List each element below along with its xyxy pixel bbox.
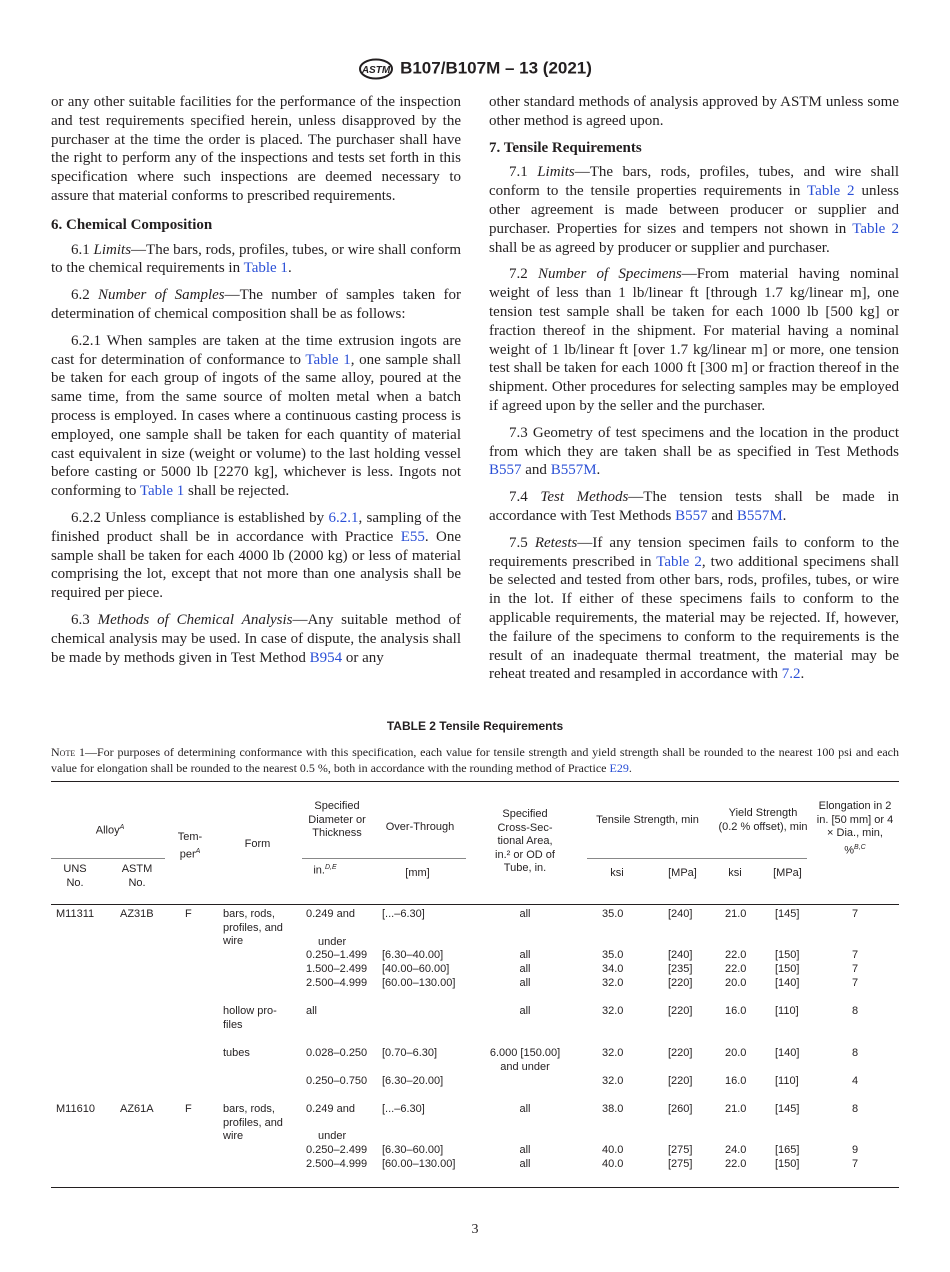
cell-ts-ksi: 40.0 — [602, 1144, 624, 1156]
diameter-rule — [302, 858, 466, 859]
cell-elongation: 8 — [851, 1005, 859, 1017]
cell-diameter: under — [318, 936, 347, 948]
text: —Any suitable method of chemical analysis may be used. In case of dispute, the analysis shall be made by methods given in Test Method — [51, 611, 462, 666]
paragraph — [51, 611, 461, 667]
text: 7.1 — [509, 164, 538, 181]
cell-ts-ksi: 35.0 — [602, 908, 624, 920]
header-diameter: Specified Diameter or Thickness — [308, 800, 366, 839]
cell-area: all — [519, 908, 531, 920]
cell-diameter: under — [318, 1130, 347, 1142]
text: other standard methods of analysis approved by ASTM unless some other method is agreed upon. — [489, 94, 899, 129]
left-column — [51, 93, 461, 675]
cell-area: all — [519, 963, 531, 975]
cell-area: all — [519, 1158, 531, 1170]
note-label: Note 1 — [51, 745, 85, 759]
cell-diameter: 2.500–4.999 — [306, 977, 368, 989]
link-e29[interactable]: E29 — [609, 760, 629, 775]
paragraph — [489, 93, 899, 131]
right-column — [489, 93, 899, 692]
paragraph — [51, 286, 461, 324]
cell-elongation: 7 — [851, 977, 859, 989]
cell-ys-ksi: 22.0 — [725, 949, 747, 961]
cell-mm: [6.30–60.00] — [382, 1144, 444, 1156]
cell-area: all — [519, 949, 531, 961]
cell-area: all — [519, 1005, 531, 1017]
table-title: TABLE 2 Tensile Requirements — [386, 719, 564, 733]
cell-ys-mpa: [140] — [775, 1047, 800, 1059]
text: or any — [342, 649, 384, 666]
cross-reference-link[interactable]: E55 — [400, 528, 425, 545]
cell-form: bars, rods, profiles, and wire — [223, 1103, 283, 1142]
text: 6.2.1 When samples are taken at the time extrusion ingots are cast for determination of conformance to — [51, 332, 461, 368]
cell-diameter: 0.250–2.499 — [306, 1144, 368, 1156]
header-over-through: Over-Through — [385, 821, 455, 833]
cell-diameter: 0.028–0.250 — [306, 1047, 368, 1059]
alloy-rule — [51, 858, 165, 859]
cell-ys-mpa: [110] — [775, 1005, 799, 1017]
cell-mm: [6.30–40.00] — [382, 949, 444, 961]
header-ts-mpa: [MPa] — [668, 867, 697, 879]
cross-reference-link[interactable]: Table 2 — [807, 183, 855, 200]
cell-ys-ksi: 22.0 — [725, 963, 747, 975]
text: —From material having nominal weight of less than 1 lb/linear ft [through 1.7 kg/linear m], one tension test sample shall be taken for each 1000 lb [500 kg] or fraction thereof in the shipment. For material having a nominal weight of 1 lb/linear ft [over 1.7 kg/linear m] or more, one tension test shall be taken for each 1000 ft [300 m] or fraction thereof in the shipment. Other procedures for selecting samples may be employed if agreed upon by the seller and the purchaser. — [489, 266, 899, 414]
text: —If any tension specimen fails to conform to the requirements prescribed in — [489, 534, 899, 570]
text: shall be rejected. — [184, 483, 290, 500]
cell-elongation: 4 — [851, 1075, 859, 1087]
cell-form: tubes — [223, 1047, 250, 1059]
text: —The bars, rods, profiles, tubes, and wire shall conform to the tensile properties requirements in — [489, 164, 899, 200]
table-note — [51, 745, 899, 776]
text: or any other suitable facilities for the performance of the inspection and test requirements specified herein, unless disapproved by the purchaser at the time the order is placed. The purchaser shall have the right to perform any of the inspections and tests set forth in this specification where such inspections are deemed necessary to assure that material conforms to prescribed requirements. — [51, 94, 461, 204]
cell-ts-mpa: [260] — [668, 1103, 693, 1115]
text: 6.1 — [71, 241, 94, 258]
header-yield: Yield Strength (0.2 % offset), min — [718, 807, 808, 833]
text: —The number of samples taken for determination of chemical composition shall be as follows: — [51, 287, 462, 322]
header-tensile: Tensile Strength, min — [596, 814, 699, 826]
text: 7.5 — [509, 534, 535, 551]
run-in-title: Limits — [537, 164, 575, 181]
cell-astm: AZ61A — [120, 1103, 154, 1115]
run-in-title: Number of Specimens — [537, 266, 682, 283]
cross-reference-link[interactable]: 6.2.1 — [328, 509, 359, 526]
cell-ts-ksi: 32.0 — [602, 1075, 624, 1087]
cell-elongation: 7 — [851, 963, 859, 975]
text: shall be as agreed by producer or supplier and purchaser. — [489, 239, 830, 256]
cell-elongation: 8 — [851, 1103, 859, 1115]
cell-elongation: 7 — [851, 908, 859, 920]
paragraph — [489, 424, 899, 480]
cell-ts-mpa: [220] — [668, 1005, 693, 1017]
table-top-rule — [51, 781, 899, 782]
cell-ys-mpa: [145] — [775, 908, 800, 920]
text: , one sample shall be taken for each group of ingots of the same alloy, poured at the same time, from the same source of molten metal when a batch process is employed. In cases where a continuous casting process is employed, one sample shall be taken for each quantity of material cast equivalent in size (weight or volume) to the last holding vessel before casting or 5000 lb [2270 kg], whichever is less. Ingots not conforming to — [51, 351, 462, 500]
header-form: Form — [244, 838, 271, 850]
cell-area: all — [519, 977, 531, 989]
cross-reference-link[interactable]: Table 1 — [139, 483, 185, 500]
text: and — [521, 462, 551, 479]
cell-area: 6.000 [150.00] and under — [489, 1047, 561, 1073]
header-alloy: Alloy$^A$ — [95, 824, 125, 837]
header-uns: UNS No. — [63, 863, 87, 889]
cell-ts-mpa: [240] — [668, 949, 693, 961]
text: 6. Chemical Composition — [51, 216, 213, 233]
text: 7. Tensile Requirements — [489, 139, 642, 156]
cell-mm: [0.70–6.30] — [382, 1047, 438, 1059]
cell-mm: [...–6.30] — [382, 1103, 425, 1115]
cell-elongation: 7 — [851, 1158, 859, 1170]
cell-ys-mpa: [150] — [775, 949, 800, 961]
cell-ys-ksi: 21.0 — [725, 1103, 747, 1115]
cell-ts-ksi: 38.0 — [602, 1103, 624, 1115]
cell-mm: [6.30–20.00] — [382, 1075, 444, 1087]
cell-ts-mpa: [240] — [668, 908, 693, 920]
paragraph — [51, 332, 461, 501]
cross-reference-link[interactable]: Table 2 — [656, 553, 702, 570]
text: . — [782, 507, 787, 524]
cell-ys-ksi: 21.0 — [725, 908, 747, 920]
cell-uns: M11610 — [56, 1103, 95, 1115]
header-ts-ksi: ksi — [610, 867, 624, 879]
text: 7.2 — [509, 266, 538, 283]
cell-uns: M11311 — [56, 908, 95, 920]
cross-reference-link[interactable]: Table 1 — [243, 260, 288, 277]
cell-elongation: 8 — [851, 1047, 859, 1059]
cell-diameter: 2.500–4.999 — [306, 1158, 368, 1170]
run-in-title: Number of Samples — [98, 287, 225, 304]
section-heading — [51, 216, 461, 235]
header-elongation: Elongation in 2 in. [50 mm] or 4 × Dia., min, %$^{B,C}$ — [816, 800, 894, 857]
run-in-title: Retests — [534, 534, 578, 551]
paragraph — [489, 265, 899, 415]
cross-reference-link[interactable]: B954 — [309, 649, 343, 666]
cell-diameter: 0.249 and — [306, 908, 355, 920]
cell-area: all — [519, 1144, 531, 1156]
paragraph — [489, 534, 899, 684]
cell-form: bars, rods, profiles, and wire — [223, 908, 283, 947]
text: . — [596, 462, 601, 479]
section-heading — [489, 139, 899, 158]
header-astm: ASTM No. — [121, 863, 153, 889]
header-in: in.$^{D,E}$ — [313, 864, 337, 877]
cell-ys-mpa: [165] — [775, 1144, 800, 1156]
cell-mm: [60.00–130.00] — [382, 1158, 456, 1170]
cell-ys-ksi: 20.0 — [725, 977, 747, 989]
text: unless other agreement is made between producer or supplier and purchaser. Properties for sizes and tempers not shown in — [489, 183, 899, 237]
text: 6.2.2 Unless compliance is established by — [71, 509, 329, 526]
header-mm: [mm] — [405, 867, 430, 879]
run-in-title: Methods of Chemical Analysis — [97, 611, 293, 628]
cell-ys-mpa: [145] — [775, 1103, 800, 1115]
header-ys-ksi: ksi — [728, 867, 742, 879]
cell-form: hollow pro- files — [223, 1005, 277, 1031]
text: , two additional specimens shall be selected and tested from other bars, rods, profiles, tubes, or wire in the lot. If either of these specimens fails to conform to the applicable requirements, the material may be rejected. If, however, the failure of the specimens to conform to the requirements is the result of an inadequate thermal treatment, the material may be reheat treated and resampled in accordance with — [489, 553, 899, 683]
text: , sampling of the finished product shall be in accordance with Practice — [51, 509, 462, 545]
cross-reference-link[interactable]: B557 — [675, 507, 708, 524]
cell-ys-mpa: [140] — [775, 977, 800, 989]
cell-ys-ksi: 16.0 — [725, 1075, 747, 1087]
cross-reference-link[interactable]: Table 1 — [305, 351, 351, 368]
cell-ys-mpa: [150] — [775, 963, 800, 975]
header-temper: Tem- per$^A$ — [177, 831, 203, 861]
text: . One sample shall be taken for each 4000 lb (2000 kg) or less of material comprising the lot, except that not more than one analysis shall be required per piece. — [51, 528, 461, 602]
cell-ts-ksi: 32.0 — [602, 1005, 624, 1017]
cell-temper: F — [185, 1103, 192, 1115]
page-header — [0, 58, 950, 80]
cell-ts-mpa: [220] — [668, 1047, 693, 1059]
table-bottom-rule — [51, 1187, 899, 1188]
cell-elongation: 7 — [851, 949, 859, 961]
cell-ts-ksi: 32.0 — [602, 1047, 624, 1059]
standard-designation: B107/B107M – 13 (2021) — [400, 58, 592, 78]
cell-ts-mpa: [235] — [668, 963, 693, 975]
text: —The tension tests shall be made in accordance with Test Methods — [489, 489, 899, 524]
cell-diameter: 1.500–2.499 — [306, 963, 368, 975]
cell-diameter: 0.250–1.499 — [306, 949, 368, 961]
cell-ys-ksi: 24.0 — [725, 1144, 747, 1156]
text: and — [707, 507, 737, 524]
cell-ys-ksi: 20.0 — [725, 1047, 747, 1059]
strength-rule — [587, 858, 807, 859]
cell-ys-ksi: 16.0 — [725, 1005, 747, 1017]
cell-mm: [40.00–60.00] — [382, 963, 450, 975]
cell-ys-mpa: [110] — [775, 1075, 799, 1087]
note-text: —For purposes of determining conformance with this specification, each value for tensile strength and yield strength shall be rounded to the nearest 100 psi and each value for elongation shall be rounded to the nearest 0.5 %, both in accordance with the rounding method of Practice — [51, 745, 899, 775]
cross-reference-link[interactable]: Table 2 — [852, 220, 899, 237]
text: . — [800, 666, 805, 683]
header-ys-mpa: [MPa] — [773, 867, 802, 879]
cell-temper: F — [185, 908, 192, 920]
cell-elongation: 9 — [851, 1144, 859, 1156]
cell-diameter: 0.250–0.750 — [306, 1075, 368, 1087]
cross-reference-link[interactable]: B557 — [489, 462, 522, 479]
page-number: 3 — [471, 1222, 479, 1237]
run-in-title: Test Methods — [540, 489, 629, 506]
cell-mm: [60.00–130.00] — [382, 977, 456, 989]
header-area: Specified Cross-Sec- tional Area, in.² or OD of Tube, in. — [495, 808, 555, 874]
paragraph — [51, 93, 461, 206]
paragraph — [489, 163, 899, 257]
cell-ts-ksi: 40.0 — [602, 1158, 624, 1170]
note-end: . — [628, 760, 632, 775]
cross-reference-link[interactable]: B557M — [550, 462, 597, 479]
cell-area: all — [519, 1103, 531, 1115]
cell-ys-mpa: [150] — [775, 1158, 800, 1170]
cell-ts-mpa: [220] — [668, 1075, 693, 1087]
cell-ts-ksi: 32.0 — [602, 977, 624, 989]
cell-diameter: all — [306, 1005, 318, 1017]
cell-ts-ksi: 34.0 — [602, 963, 624, 975]
cell-ts-mpa: [275] — [668, 1158, 693, 1170]
text: 7.3 Geometry of test specimens and the location in the product from which they are taken shall be as specified in Test Methods — [489, 424, 899, 460]
table-header-rule — [51, 904, 899, 905]
text: . — [287, 260, 292, 277]
text: 6.3 — [71, 611, 98, 628]
cell-astm: AZ31B — [120, 908, 154, 920]
cell-ys-ksi: 22.0 — [725, 1158, 747, 1170]
run-in-title: Limits — [93, 241, 132, 258]
paragraph — [51, 241, 461, 279]
text: 6.2 — [71, 287, 99, 304]
paragraph — [51, 509, 461, 603]
cross-reference-link[interactable]: B557M — [736, 507, 783, 524]
svg-text:ASTM: ASTM — [361, 65, 391, 76]
paragraph — [489, 488, 899, 526]
text: 7.4 — [509, 489, 541, 506]
cell-diameter: 0.249 and — [306, 1103, 355, 1115]
cell-ts-mpa: [275] — [668, 1144, 693, 1156]
text: —The bars, rods, profiles, tubes, or wire shall conform to the chemical requirements in — [51, 241, 462, 277]
cell-ts-mpa: [220] — [668, 977, 693, 989]
astm-logo-icon — [358, 58, 394, 80]
cross-reference-link[interactable]: 7.2 — [781, 666, 801, 683]
cell-ts-ksi: 35.0 — [602, 949, 624, 961]
cell-mm: [...–6.30] — [382, 908, 425, 920]
